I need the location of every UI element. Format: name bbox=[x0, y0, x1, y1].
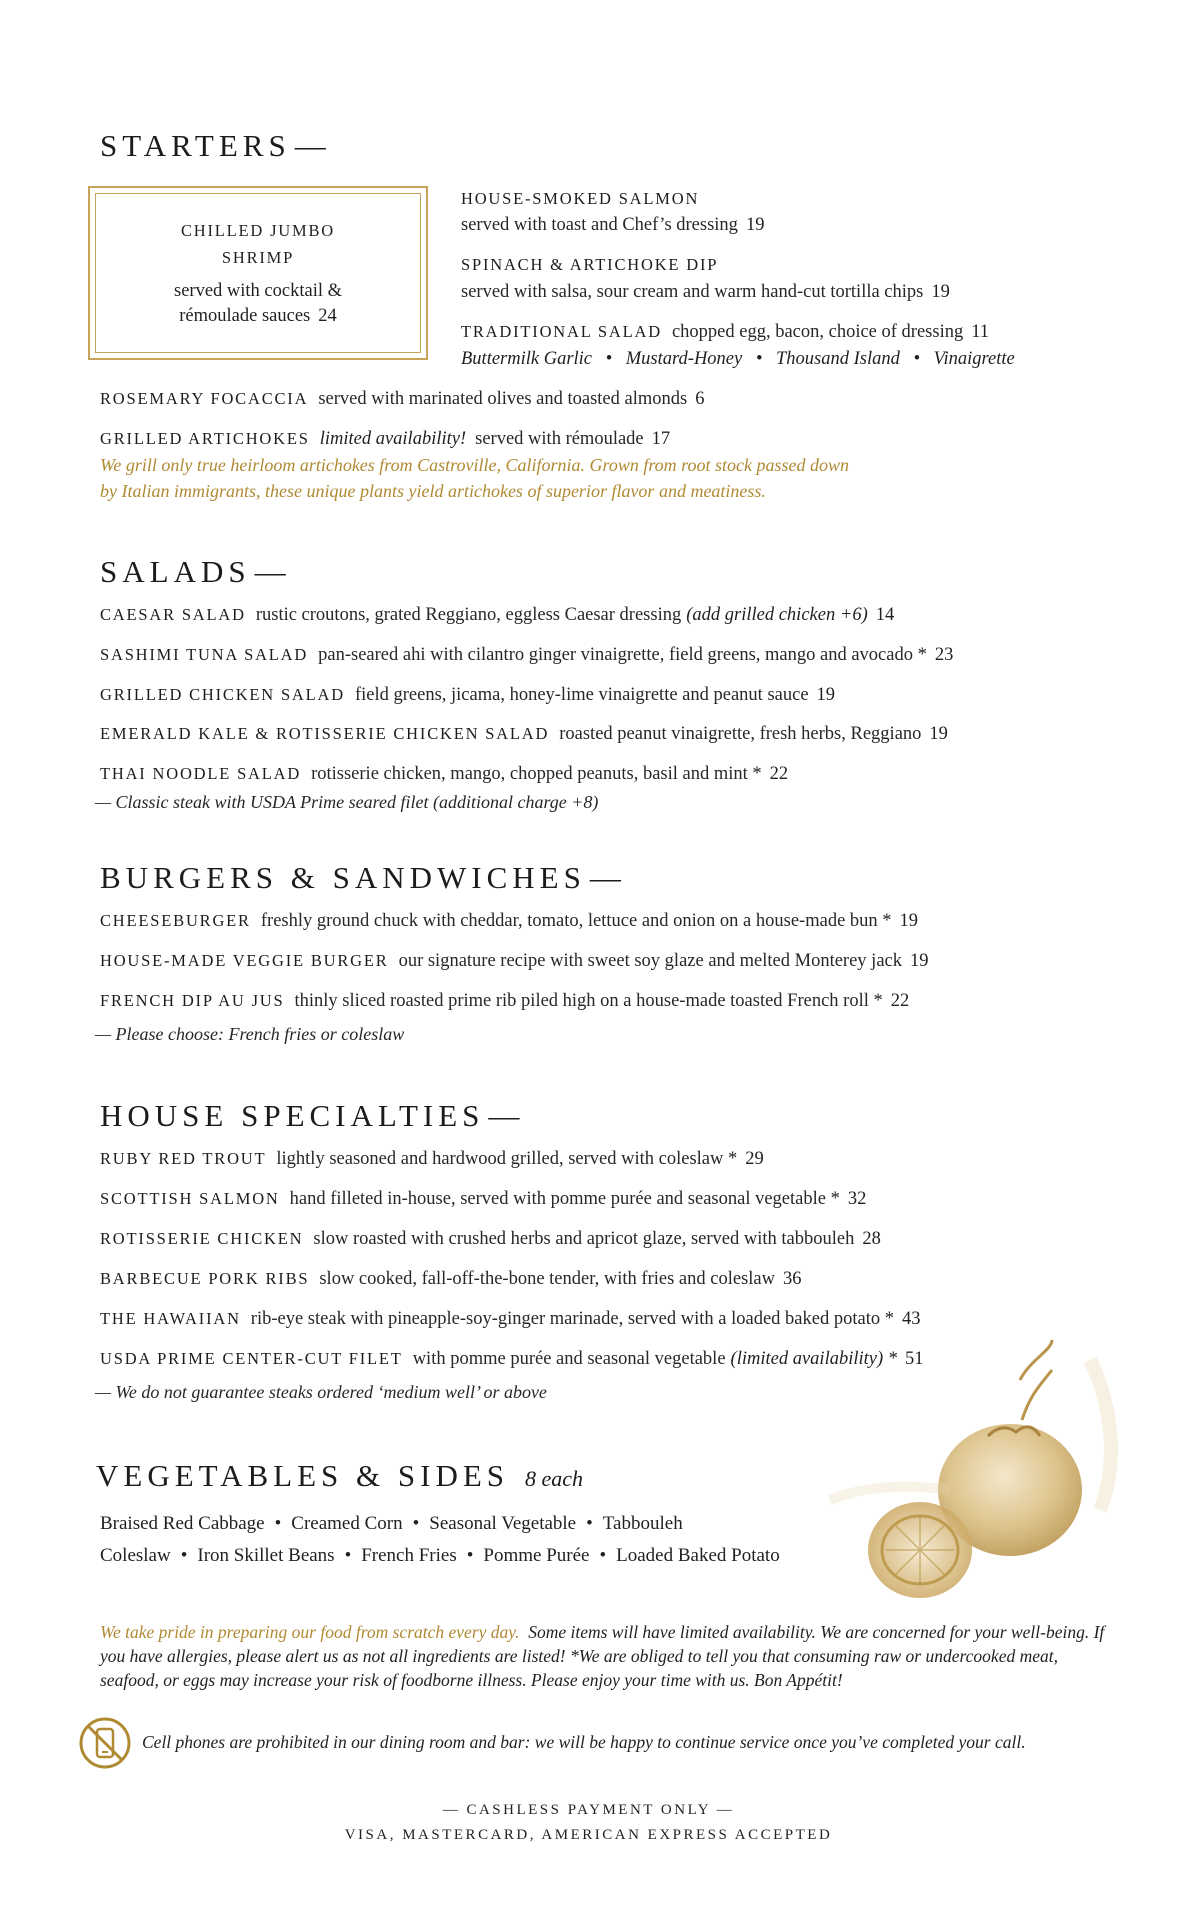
side-item: Braised Red Cabbage bbox=[100, 1513, 265, 1534]
side-item: Loaded Baked Potato bbox=[616, 1545, 780, 1566]
artichoke-note-line1: We grill only true heirloom artichokes from Castroville, California. Grown from root stock passed down bbox=[100, 455, 849, 475]
menu-item-focaccia: ROSEMARY FOCACCIA served with marinated olives and toasted almonds 6 bbox=[100, 389, 705, 409]
side-item: Pomme Purée bbox=[483, 1545, 590, 1566]
menu-item-spinach-dip: SPINACH & ARTICHOKE DIP bbox=[461, 255, 719, 274]
accepted-cards: VISA, MASTERCARD, AMERICAN EXPRESS ACCEPTED bbox=[344, 1827, 833, 1843]
menu-item-thai-noodle-salad: THAI NOODLE SALAD rotisserie chicken, mango, chopped peanuts, basil and mint * 22 bbox=[100, 764, 789, 784]
burgers-note: — Please choose: French fries or coleslaw bbox=[95, 1024, 405, 1044]
side-item: Tabbouleh bbox=[602, 1513, 683, 1534]
menu-item-smoked-salmon: HOUSE-SMOKED SALMON bbox=[461, 189, 700, 208]
menu-item-cheeseburger: CHEESEBURGER freshly ground chuck with cheddar, tomato, lettuce and onion on a house-made bun * 19 bbox=[100, 911, 919, 931]
tomato-illustration bbox=[790, 1340, 1140, 1610]
menu-item-french-dip: FRENCH DIP AU JUS thinly sliced roasted prime rib piled high on a house-made toasted French roll * 22 bbox=[100, 991, 910, 1011]
cashless-notice: — CASHLESS PAYMENT ONLY — bbox=[442, 1802, 735, 1818]
menu-item-veggie-burger: HOUSE-MADE VEGGIE BURGER our signature recipe with sweet soy glaze and melted Monterey jack 19 bbox=[100, 951, 929, 971]
section-title-vegetables: VEGETABLES & SIDES 8 each bbox=[96, 1458, 584, 1493]
featured-item-name: CHILLED JUMBO SHRIMP bbox=[180, 221, 336, 267]
menu-item-spinach-dip-desc: served with salsa, sour cream and warm hand-cut tortilla chips 19 bbox=[461, 282, 950, 302]
section-title-specialties: HOUSE SPECIALTIES — bbox=[100, 1098, 520, 1133]
menu-item-grilled-artichokes: GRILLED ARTICHOKES limited availability! served with rémoulade 17 bbox=[100, 429, 671, 449]
sides-price: 8 each bbox=[525, 1466, 584, 1491]
section-title-salads: SALADS — bbox=[100, 554, 286, 589]
allergy-disclaimer: We take pride in preparing our food from scratch every day. Some items will have limited availability. We are concerned for your well-being. If you have allergies, please alert us as not all ingredients are listed! *We are obliged to tell you that consuming raw or undercooked meat, seafood, or eggs may increase your risk of foodborne illness. Please enjoy your time with us. Bon Appétit! bbox=[100, 1622, 1105, 1690]
artichoke-note-line2: by Italian immigrants, these unique plants yield artichokes of superior flavor and meatiness. bbox=[100, 481, 766, 501]
cell-phone-notice: Cell phones are prohibited in our dining room and bar: we will be happy to continue service once you’ve completed your call. bbox=[142, 1732, 1026, 1752]
side-item: Creamed Corn bbox=[291, 1513, 403, 1534]
menu-item-ruby-red-trout: RUBY RED TROUT lightly seasoned and hardwood grilled, served with coleslaw * 29 bbox=[100, 1149, 764, 1169]
dressing-options: Buttermilk Garlic • Mustard-Honey • Thousand Island • Vinaigrette bbox=[461, 349, 1015, 369]
side-item: Coleslaw bbox=[100, 1545, 171, 1566]
menu-item-scottish-salmon: SCOTTISH SALMON hand filleted in-house, served with pomme purée and seasonal vegetable * 32 bbox=[100, 1189, 867, 1209]
menu-item-caesar-salad: CAESAR SALAD rustic croutons, grated Reggiano, eggless Caesar dressing (add grilled chicken +6) 14 bbox=[100, 605, 895, 625]
sides-row-1: Braised Red Cabbage • Creamed Corn • Seasonal Vegetable • Tabbouleh bbox=[100, 1513, 683, 1534]
menu-item-sashimi-tuna-salad: SASHIMI TUNA SALAD pan-seared ahi with cilantro ginger vinaigrette, field greens, mango and avocado * 23 bbox=[100, 645, 954, 665]
menu-item-rotisserie-chicken: ROTISSERIE CHICKEN slow roasted with crushed herbs and apricot glaze, served with tabbouleh 28 bbox=[100, 1229, 881, 1249]
menu-item-hawaiian: THE HAWAIIAN rib-eye steak with pineapple-soy-ginger marinade, served with a loaded baked potato * 43 bbox=[100, 1309, 921, 1329]
side-item: Iron Skillet Beans bbox=[197, 1545, 335, 1566]
section-title-starters: STARTERS — bbox=[100, 128, 326, 163]
menu-item-grilled-chicken-salad: GRILLED CHICKEN SALAD field greens, jicama, honey-lime vinaigrette and peanut sauce 19 bbox=[100, 685, 836, 705]
menu-item-kale-chicken-salad: EMERALD KALE & ROTISSERIE CHICKEN SALAD roasted peanut vinaigrette, fresh herbs, Reggiano 19 bbox=[100, 724, 948, 744]
featured-item-box bbox=[88, 186, 428, 360]
salads-note: — Classic steak with USDA Prime seared filet (additional charge +8) bbox=[95, 792, 599, 812]
specialties-note: — We do not guarantee steaks ordered ‘medium well’ or above bbox=[95, 1382, 547, 1402]
sides-row-2: Coleslaw • Iron Skillet Beans • French Fries • Pomme Purée • Loaded Baked Potato bbox=[100, 1545, 780, 1566]
no-cell-phone-icon bbox=[78, 1716, 132, 1770]
featured-item-desc: served with cocktail & rémoulade sauces 24 bbox=[174, 281, 342, 326]
side-item: Seasonal Vegetable bbox=[429, 1513, 577, 1534]
menu-item-smoked-salmon-desc: served with toast and Chef’s dressing 19 bbox=[461, 215, 765, 235]
section-title-burgers: BURGERS & SANDWICHES — bbox=[100, 860, 621, 895]
menu-item-traditional-salad: TRADITIONAL SALAD chopped egg, bacon, choice of dressing 11 bbox=[461, 322, 990, 342]
side-item: French Fries bbox=[361, 1545, 457, 1566]
menu-item-prime-filet: USDA PRIME CENTER-CUT FILET with pomme purée and seasonal vegetable (limited availability) * 51 bbox=[100, 1349, 924, 1369]
menu-item-pork-ribs: BARBECUE PORK RIBS slow cooked, fall-off-the-bone tender, with fries and coleslaw 36 bbox=[100, 1269, 802, 1289]
